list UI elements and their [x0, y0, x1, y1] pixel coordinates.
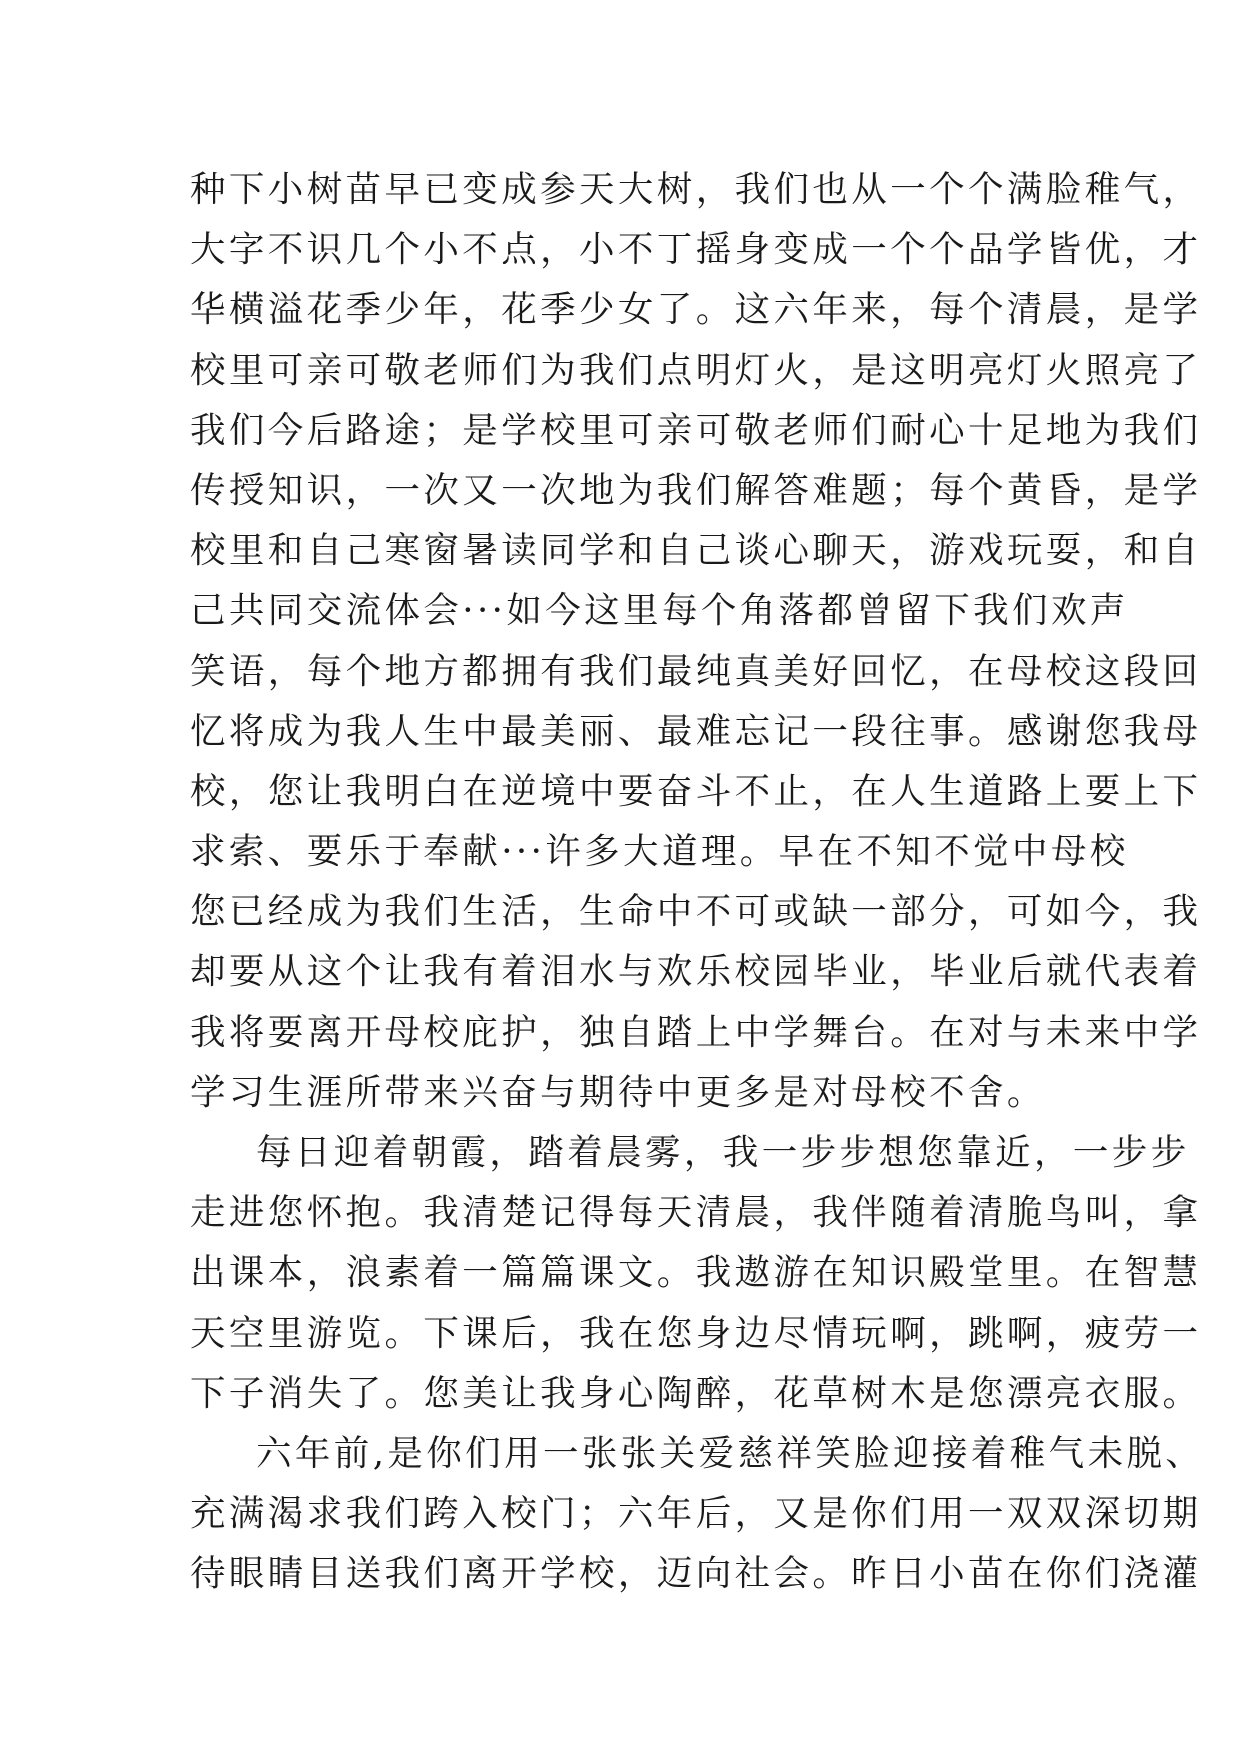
text-line: 走进您怀抱。我清楚记得每天清晨，我伴随着清脆鸟叫，拿 [190, 1192, 1202, 1234]
text-line: 待眼睛目送我们离开学校，迈向社会。昨日小苗在你们浇灌 [190, 1553, 1202, 1595]
text-line: 您已经成为我们生活，生命中不可或缺一部分，可如今，我 [190, 891, 1202, 933]
text-line: 每日迎着朝霞，踏着晨雾，我一步步想您靠近，一步步 [256, 1132, 1190, 1173]
text-line: 笑语，每个地方都拥有我们最纯真美好回忆，在母校这段回 [190, 650, 1202, 692]
text-line: 六年前,是你们用一张张关爱慈祥笑脸迎接着稚气未脱、 [256, 1432, 1205, 1474]
paragraph-1 [190, 160, 1202, 1123]
text-line: 我们今后路途；是学校里可亲可敬老师们耐心十足地为我们 [190, 409, 1202, 451]
text-line: 己共同交流体会···如今这里每个角落都曾留下我们欢声 [190, 590, 1129, 632]
text-line: 传授知识，一次又一次地为我们解答难题；每个黄昏，是学 [190, 469, 1202, 511]
text-line: 求索、要乐于奉献···许多大道理。早在不知不觉中母校 [190, 831, 1129, 873]
text-line: 校里和自己寒窗暑读同学和自己谈心聊天，游戏玩耍，和自 [190, 530, 1202, 572]
paragraph-3 [190, 1424, 1205, 1605]
text-line: 种下小树苗早已变成参天大树，我们也从一个个满脸稚气， [190, 169, 1202, 210]
text-line: 天空里游览。下课后，我在您身边尽情玩啊，跳啊，疲劳一 [190, 1312, 1202, 1354]
paragraph-2 [190, 1123, 1202, 1424]
text-line: 校里可亲可敬老师们为我们点明灯火，是这明亮灯火照亮了 [190, 349, 1202, 391]
text-line: 华横溢花季少年，花季少女了。这六年来，每个清晨，是学 [190, 289, 1202, 331]
text-line: 充满渴求我们跨入校门；六年后，又是你们用一双双深切期 [190, 1493, 1202, 1535]
text-line: 我将要离开母校庇护，独自踏上中学舞台。在对与未来中学 [190, 1011, 1202, 1053]
body-text [190, 160, 1205, 1605]
text-line: 学习生涯所带来兴奋与期待中更多是对母校不舍。 [190, 1071, 1046, 1113]
text-line: 忆将成为我人生中最美丽、最难忘记一段往事。感谢您我母 [190, 710, 1202, 752]
text-line: 出课本，浪素着一篇篇课文。我遨游在知识殿堂里。在智慧 [190, 1252, 1202, 1294]
text-line: 却要从这个让我有着泪水与欢乐校园毕业，毕业后就代表着 [190, 951, 1202, 993]
text-line: 校，您让我明白在逆境中要奋斗不止，在人生道路上要上下 [190, 770, 1202, 812]
text-line: 大字不识几个小不点，小不丁摇身变成一个个品学皆优，才 [190, 229, 1202, 271]
text-line: 下子消失了。您美让我身心陶醉，花草树木是您漂亮衣服。 [190, 1372, 1202, 1414]
